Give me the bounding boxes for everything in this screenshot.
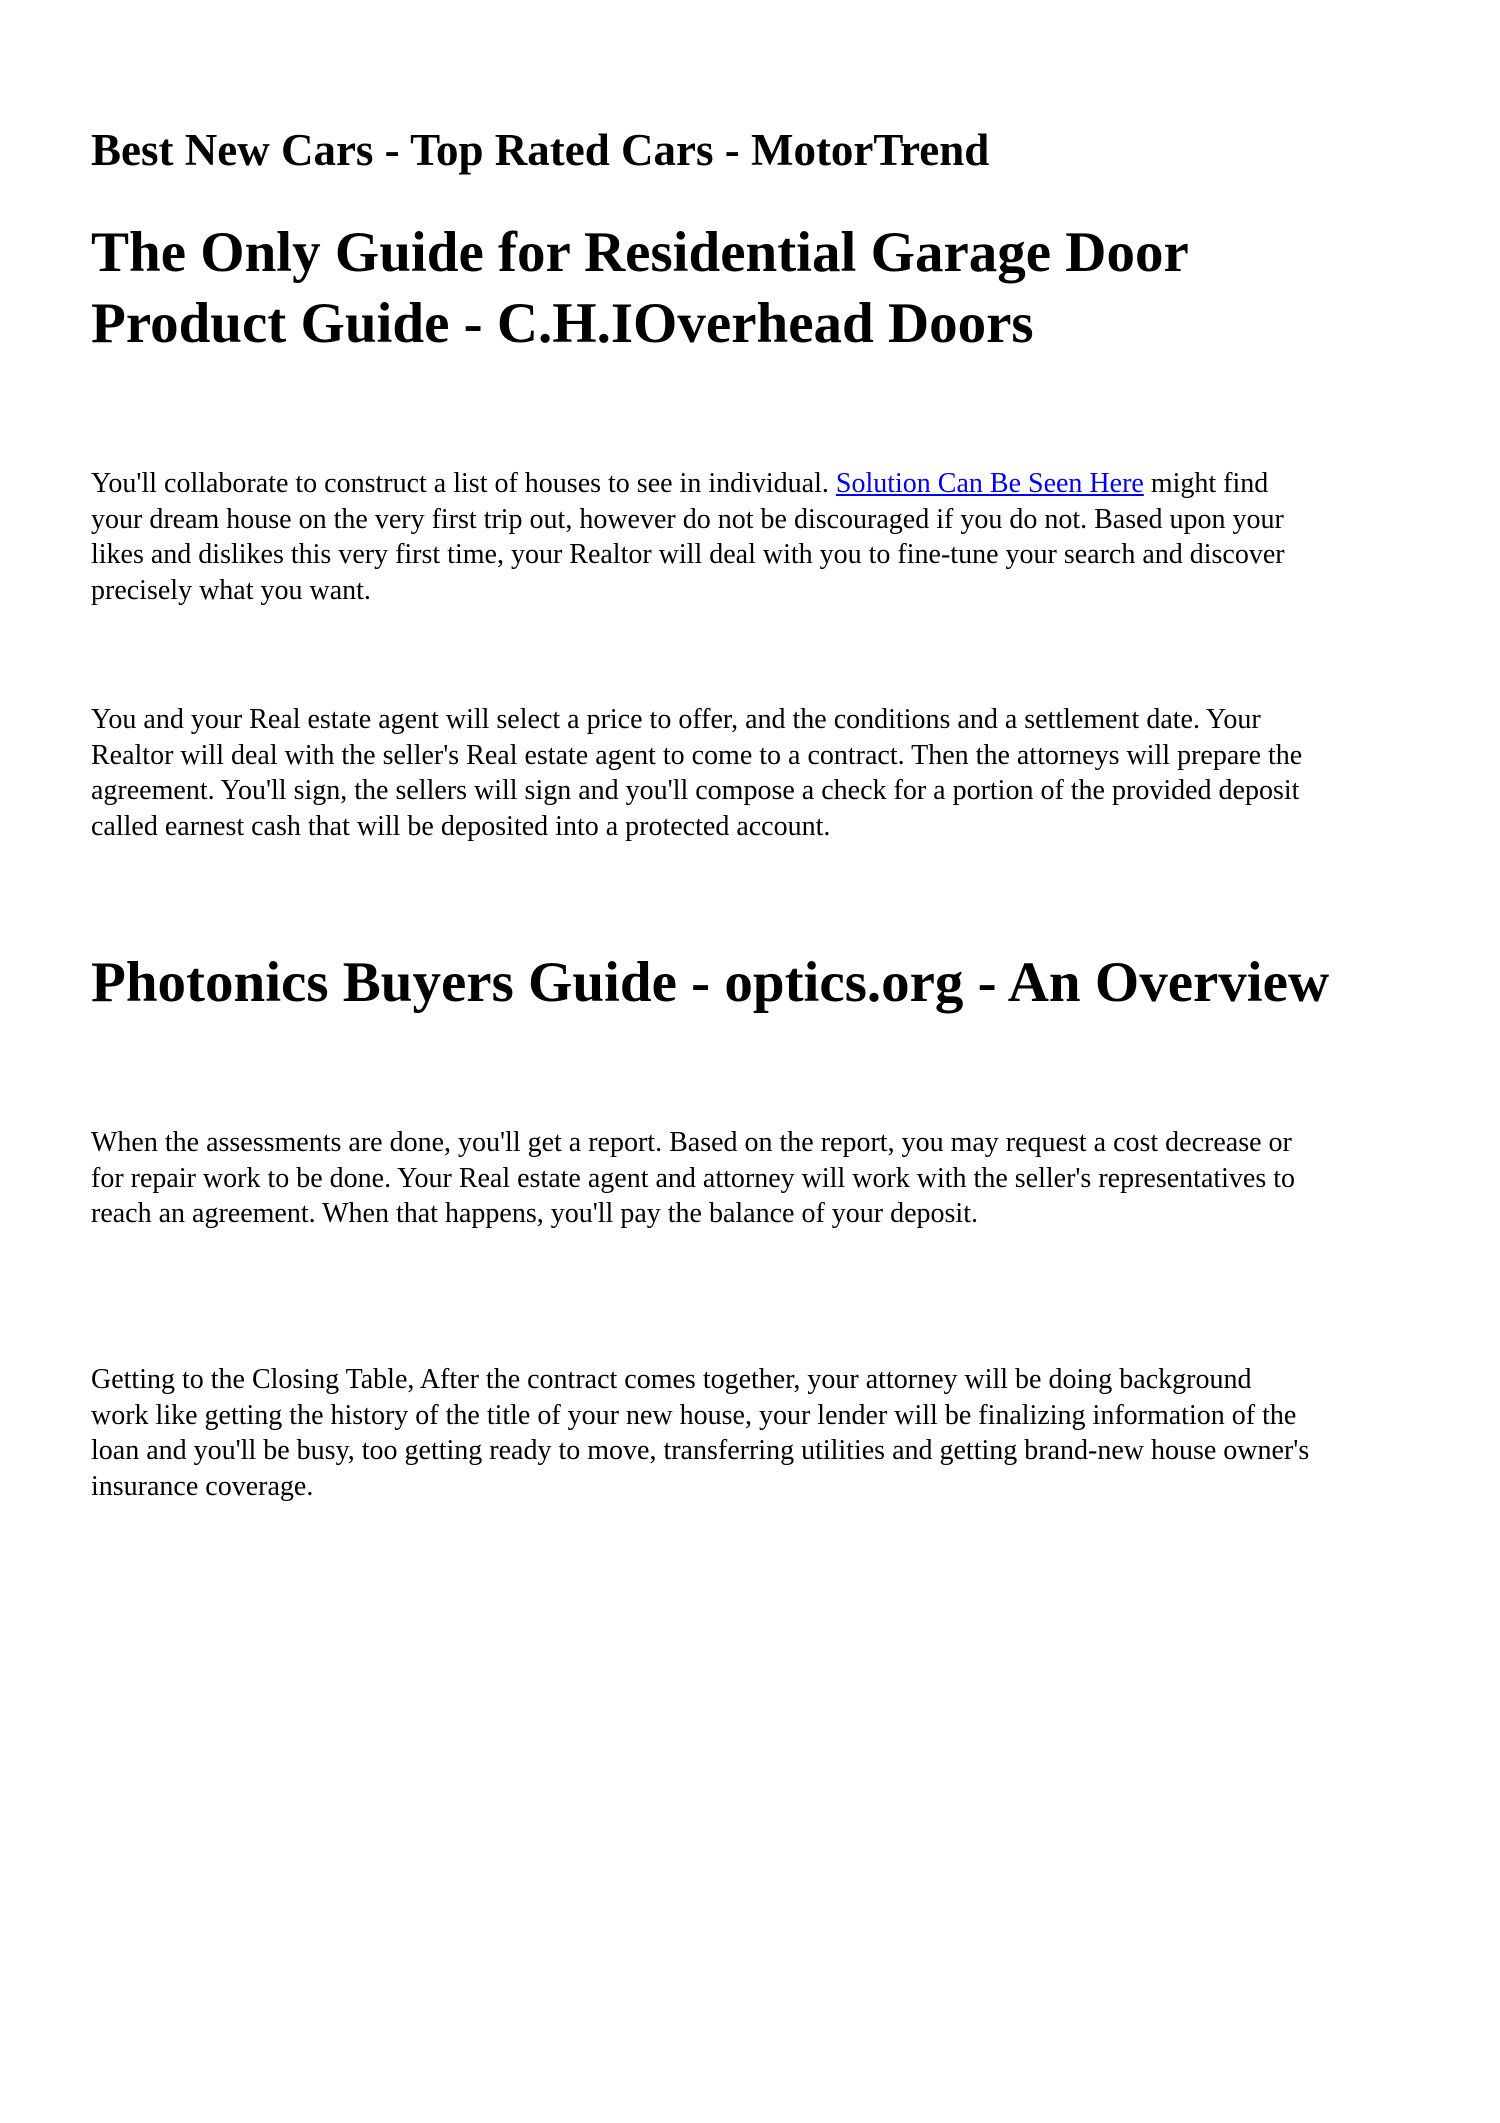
paragraph-3 [91, 1125, 1295, 1232]
main-title [91, 217, 1189, 359]
paragraph-line: Getting to the Closing Table, After the contract comes together, your attorney will be doing background [91, 1364, 1252, 1395]
paragraph-4 [91, 1362, 1309, 1504]
paragraph-line [91, 466, 1285, 502]
paragraph-text: You'll collaborate to construct a list of houses to see in individual. [91, 468, 836, 499]
paragraph-line: likes and dislikes this very first time, your Realtor will deal with you to fine-tune your search and discover [91, 539, 1285, 570]
paragraph-line: When the assessments are done, you'll get a report. Based on the report, you may request a cost decrease or [91, 1127, 1292, 1158]
paragraph-line: Realtor will deal with the seller's Real estate agent to come to a contract. Then the attorneys will prepare the [91, 739, 1303, 771]
paragraph-line: You and your Real estate agent will select a price to offer, and the conditions and a settlement date. Your [91, 704, 1261, 735]
paragraph-line: reach an agreement. When that happens, you'll pay the balance of your deposit. [91, 1198, 978, 1229]
paragraph-line: insurance coverage. [91, 1470, 314, 1502]
paragraph-text: might find [1143, 468, 1269, 499]
paragraph-2 [91, 702, 1302, 844]
paragraph-line: work like getting the history of the title of your new house, your lender will be finalizing information of the [91, 1399, 1297, 1431]
paragraph-line: loan and you'll be busy, too getting ready to move, transferring utilities and getting brand-new house owner's [91, 1435, 1310, 1466]
paragraph-line: called earnest cash that will be deposited into a protected account. [91, 810, 831, 842]
paragraph-line: agreement. You'll sign, the sellers will sign and you'll compose a check for a portion of the provided deposit [91, 775, 1300, 806]
paragraph-line: precisely what you want. [91, 574, 371, 606]
paragraph-line: your dream house on the very first trip out, however do not be discouraged if you do not. Based upon your [91, 503, 1284, 535]
paragraph-line: for repair work to be done. Your Real estate agent and attorney will work with the seller's representatives to [91, 1162, 1296, 1194]
solution-link[interactable]: Solution Can Be Seen Here [835, 468, 1144, 499]
main-title-line: The Only Guide for Residential Garage Door [91, 221, 1189, 284]
main-title-line: Product Guide - C.H.IOverhead Doors [91, 292, 1034, 355]
section-heading-cars: Best New Cars - Top Rated Cars - MotorTrend [91, 125, 990, 175]
paragraph-1 [91, 466, 1285, 608]
section-heading-photonics: Photonics Buyers Guide - optics.org - An Overview [91, 951, 1330, 1014]
